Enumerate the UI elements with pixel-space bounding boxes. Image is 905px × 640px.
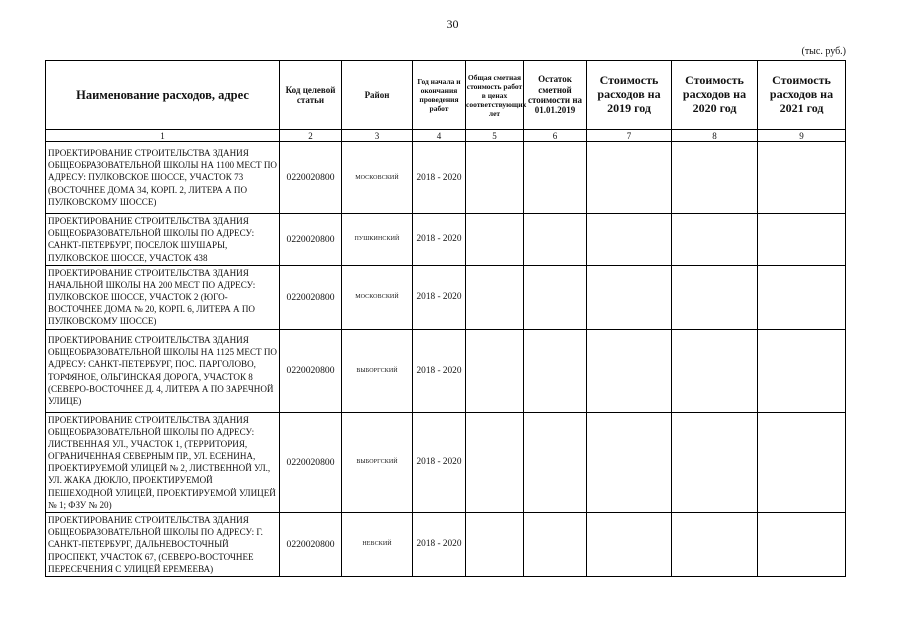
expense-name: ПРОЕКТИРОВАНИЕ СТРОИТЕЛЬСТВА ЗДАНИЯ ОБЩЕОБРАЗОВАТЕЛЬНОЙ ШКОЛЫ НА 1125 МЕСТ ПО АДРЕСУ: САНКТ-ПЕТЕРБУРГ, ПОС. ПАРГОЛОВО, ТОРФЯНОЕ, ОЛЬГИНСКАЯ ДОРОГА, УЧАСТОК 8 (СЕВЕРО-ВОСТОЧНЕЕ Д. 4, ЛИТЕРА А ПО ЗАРЕЧНОЙ УЛИЦЕ)	[46, 329, 280, 412]
target-code: 0220020800	[280, 265, 342, 329]
remaining-cell	[524, 265, 587, 329]
expense-name: ПРОЕКТИРОВАНИЕ СТРОИТЕЛЬСТВА ЗДАНИЯ ОБЩЕОБРАЗОВАТЕЛЬНОЙ ШКОЛЫ ПО АДРЕСУ: САНКТ-ПЕТЕРБУРГ, ПОСЕЛОК ШУШАРЫ, ПУЛКОВСКОЕ ШОССЕ, УЧАСТОК 438	[46, 214, 280, 266]
target-code: 0220020800	[280, 214, 342, 266]
target-code: 0220020800	[280, 512, 342, 576]
cost-2019-cell	[587, 329, 672, 412]
header-district: Район	[342, 61, 413, 130]
expense-name: ПРОЕКТИРОВАНИЕ СТРОИТЕЛЬСТВА ЗДАНИЯ ОБЩЕОБРАЗОВАТЕЛЬНОЙ ШКОЛЫ НА 1100 МЕСТ ПО АДРЕСУ: ПУЛКОВСКОЕ ШОССЕ, УЧАСТОК 73 (ВОСТОЧНЕЕ ДОМА 34, КОРП. 2, ЛИТЕРА А ПО ПУЛКОВСКОМУ ШОССЕ)	[46, 142, 280, 214]
work-period: 2018 - 2020	[413, 142, 466, 214]
column-number: 9	[758, 130, 846, 142]
cost-2021-cell	[758, 142, 846, 214]
table-row	[46, 214, 846, 266]
expense-name: ПРОЕКТИРОВАНИЕ СТРОИТЕЛЬСТВА ЗДАНИЯ НАЧАЛЬНОЙ ШКОЛЫ НА 200 МЕСТ ПО АДРЕСУ: ПУЛКОВСКОЕ ШОССЕ, УЧАСТОК 2 (ЮГО-ВОСТОЧНЕЕ ДОМА № 20, КОРП. 6, ЛИТЕРА А ПО ПУЛКОВСКОМУ ШОССЕ)	[46, 265, 280, 329]
column-number: 4	[413, 130, 466, 142]
table-row	[46, 329, 846, 412]
remaining-cell	[524, 142, 587, 214]
target-code: 0220020800	[280, 142, 342, 214]
cost-2020-cell	[672, 329, 758, 412]
column-number: 3	[342, 130, 413, 142]
header-2020: Стоимость расходов на 2020 год	[672, 61, 758, 130]
district: НЕВСКИЙ	[342, 512, 413, 576]
cost-2021-cell	[758, 412, 846, 512]
remaining-cell	[524, 412, 587, 512]
column-number: 8	[672, 130, 758, 142]
district: ВЫБОРГСКИЙ	[342, 329, 413, 412]
total-cost-cell	[466, 412, 524, 512]
cost-2019-cell	[587, 512, 672, 576]
cost-2021-cell	[758, 512, 846, 576]
column-number-row	[46, 130, 846, 142]
remaining-cell	[524, 512, 587, 576]
target-code: 0220020800	[280, 412, 342, 512]
district: ВЫБОРГСКИЙ	[342, 412, 413, 512]
header-row	[46, 61, 846, 130]
district: МОСКОВСКИЙ	[342, 265, 413, 329]
work-period: 2018 - 2020	[413, 512, 466, 576]
page-number: 30	[446, 17, 459, 31]
column-number: 1	[46, 130, 280, 142]
district: ПУШКИНСКИЙ	[342, 214, 413, 266]
header-code: Код целевой статьи	[280, 61, 342, 130]
header-period: Год начала и окончания проведения работ	[413, 61, 466, 130]
table-row	[46, 412, 846, 512]
remaining-cell	[524, 329, 587, 412]
cost-2019-cell	[587, 214, 672, 266]
cost-2021-cell	[758, 265, 846, 329]
expenses-table	[45, 60, 846, 577]
district: МОСКОВСКИЙ	[342, 142, 413, 214]
cost-2019-cell	[587, 142, 672, 214]
expense-name: ПРОЕКТИРОВАНИЕ СТРОИТЕЛЬСТВА ЗДАНИЯ ОБЩЕОБРАЗОВАТЕЛЬНОЙ ШКОЛЫ ПО АДРЕСУ: ЛИСТВЕННАЯ УЛ., УЧАСТОК 1, (ТЕРРИТОРИЯ, ОГРАНИЧЕННАЯ СЕВЕРНЫМ ПР., УЛ. ЕСЕНИНА, ПРОЕКТИРУЕМОЙ УЛИЦЕЙ № 2, ЛИСТВЕННОЙ УЛ., УЛ. ЖАКА ДЮКЛО, ПРОЕКТИРУЕМОЙ ПЕШЕХОДНОЙ УЛИЦЕЙ, ПРОЕКТИРУЕМОЙ УЛИЦЕЙ № 1; ФЗУ № 20)	[46, 412, 280, 512]
table-row	[46, 512, 846, 576]
total-cost-cell	[466, 142, 524, 214]
total-cost-cell	[466, 265, 524, 329]
cost-2020-cell	[672, 265, 758, 329]
header-2021: Стоимость расходов на 2021 год	[758, 61, 846, 130]
total-cost-cell	[466, 512, 524, 576]
column-number: 7	[587, 130, 672, 142]
column-number: 5	[466, 130, 524, 142]
total-cost-cell	[466, 329, 524, 412]
header-total-cost: Общая сметная стоимость работ в ценах соответствующих лет	[466, 61, 524, 130]
cost-2020-cell	[672, 512, 758, 576]
target-code: 0220020800	[280, 329, 342, 412]
expense-name: ПРОЕКТИРОВАНИЕ СТРОИТЕЛЬСТВА ЗДАНИЯ ОБЩЕОБРАЗОВАТЕЛЬНОЙ ШКОЛЫ ПО АДРЕСУ: Г. САНКТ-ПЕТЕРБУРГ, ДАЛЬНЕВОСТОЧНЫЙ ПРОСПЕКТ, УЧАСТОК 67, (СЕВЕРО-ВОСТОЧНЕЕ ПЕРЕСЕЧЕНИЯ С УЛИЦЕЙ ЕРЕМЕЕВА)	[46, 512, 280, 576]
table-row	[46, 142, 846, 214]
work-period: 2018 - 2020	[413, 329, 466, 412]
cost-2020-cell	[672, 412, 758, 512]
units-label: (тыс. руб.)	[801, 46, 846, 57]
table-row	[46, 265, 846, 329]
cost-2021-cell	[758, 329, 846, 412]
remaining-cell	[524, 214, 587, 266]
cost-2019-cell	[587, 412, 672, 512]
cost-2021-cell	[758, 214, 846, 266]
column-number: 2	[280, 130, 342, 142]
header-name: Наименование расходов, адрес	[46, 61, 280, 130]
cost-2020-cell	[672, 214, 758, 266]
work-period: 2018 - 2020	[413, 214, 466, 266]
cost-2019-cell	[587, 265, 672, 329]
cost-2020-cell	[672, 142, 758, 214]
column-number: 6	[524, 130, 587, 142]
header-2019: Стоимость расходов на 2019 год	[587, 61, 672, 130]
header-remaining: Остаток сметной стоимости на 01.01.2019	[524, 61, 587, 130]
work-period: 2018 - 2020	[413, 412, 466, 512]
work-period: 2018 - 2020	[413, 265, 466, 329]
total-cost-cell	[466, 214, 524, 266]
